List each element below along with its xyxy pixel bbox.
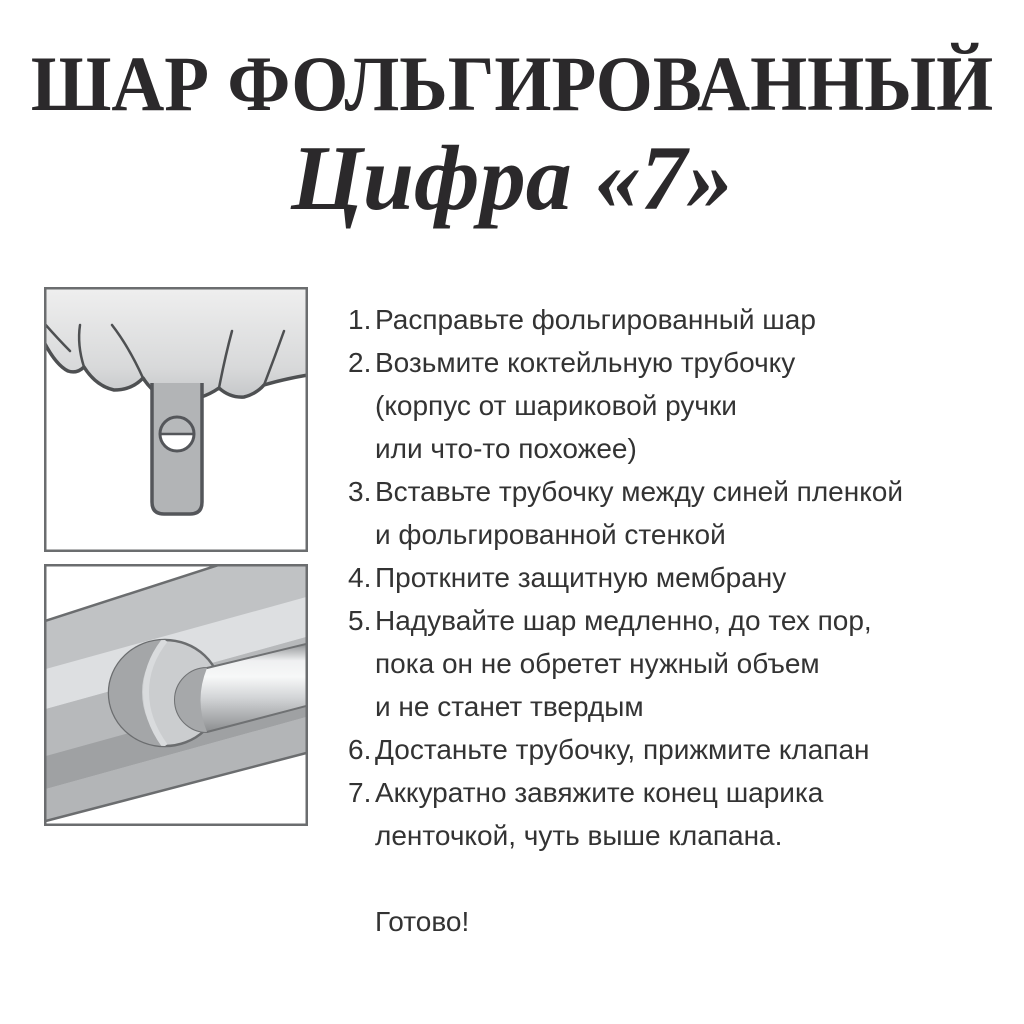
instruction-number: 2. (348, 347, 372, 378)
instruction-line (348, 814, 903, 857)
instruction-line (348, 771, 903, 814)
instruction-text: Аккуратно завяжите конец шарика (375, 777, 824, 808)
instruction-text: и не станет твердым (375, 691, 644, 722)
straw-in-valve-illustration (44, 564, 308, 826)
page-subtitle: Цифра «7» (291, 127, 733, 229)
instruction-line (348, 384, 903, 427)
instruction-text: (корпус от шариковой ручки (375, 390, 737, 421)
instruction-text: Проткните защитную мембрану (375, 562, 787, 593)
instruction-number: 6. (348, 734, 372, 765)
page-title: ШАР ФОЛЬГИРОВАННЫЙ (30, 40, 994, 127)
instruction-text: Возьмите коктейльную трубочку (375, 347, 796, 378)
instruction-list (348, 298, 903, 857)
figure-balloon-valve-tab (44, 287, 308, 552)
instruction-text: Расправьте фольгированный шар (375, 304, 816, 335)
figure-straw-in-valve (44, 564, 308, 826)
instruction-text: ленточкой, чуть выше клапана. (375, 820, 783, 851)
instruction-number: 4. (348, 562, 372, 593)
instruction-number: 1. (348, 304, 372, 335)
instruction-text: пока он не обретет нужный объем (375, 648, 820, 679)
instruction-text: Достаньте трубочку, прижмите клапан (375, 734, 870, 765)
instruction-text: или что-то похожее) (375, 433, 637, 464)
instruction-number: 7. (348, 777, 372, 808)
instruction-number: 3. (348, 476, 372, 507)
instruction-line (348, 642, 903, 685)
done-label: Готово! (375, 906, 470, 937)
instruction-line (348, 599, 903, 642)
instruction-line (348, 470, 903, 513)
instruction-text: и фольгированной стенкой (375, 519, 726, 550)
instruction-line (348, 341, 903, 384)
instruction-line (348, 556, 903, 599)
instruction-line (348, 298, 903, 341)
instruction-line (348, 685, 903, 728)
balloon-valve-illustration (44, 287, 308, 552)
instruction-text: Вставьте трубочку между синей пленкой (375, 476, 903, 507)
instruction-line (348, 427, 903, 470)
instruction-line (348, 513, 903, 556)
instruction-line (348, 728, 903, 771)
instruction-text: Надувайте шар медленно, до тех пор, (375, 605, 872, 636)
instruction-number: 5. (348, 605, 372, 636)
